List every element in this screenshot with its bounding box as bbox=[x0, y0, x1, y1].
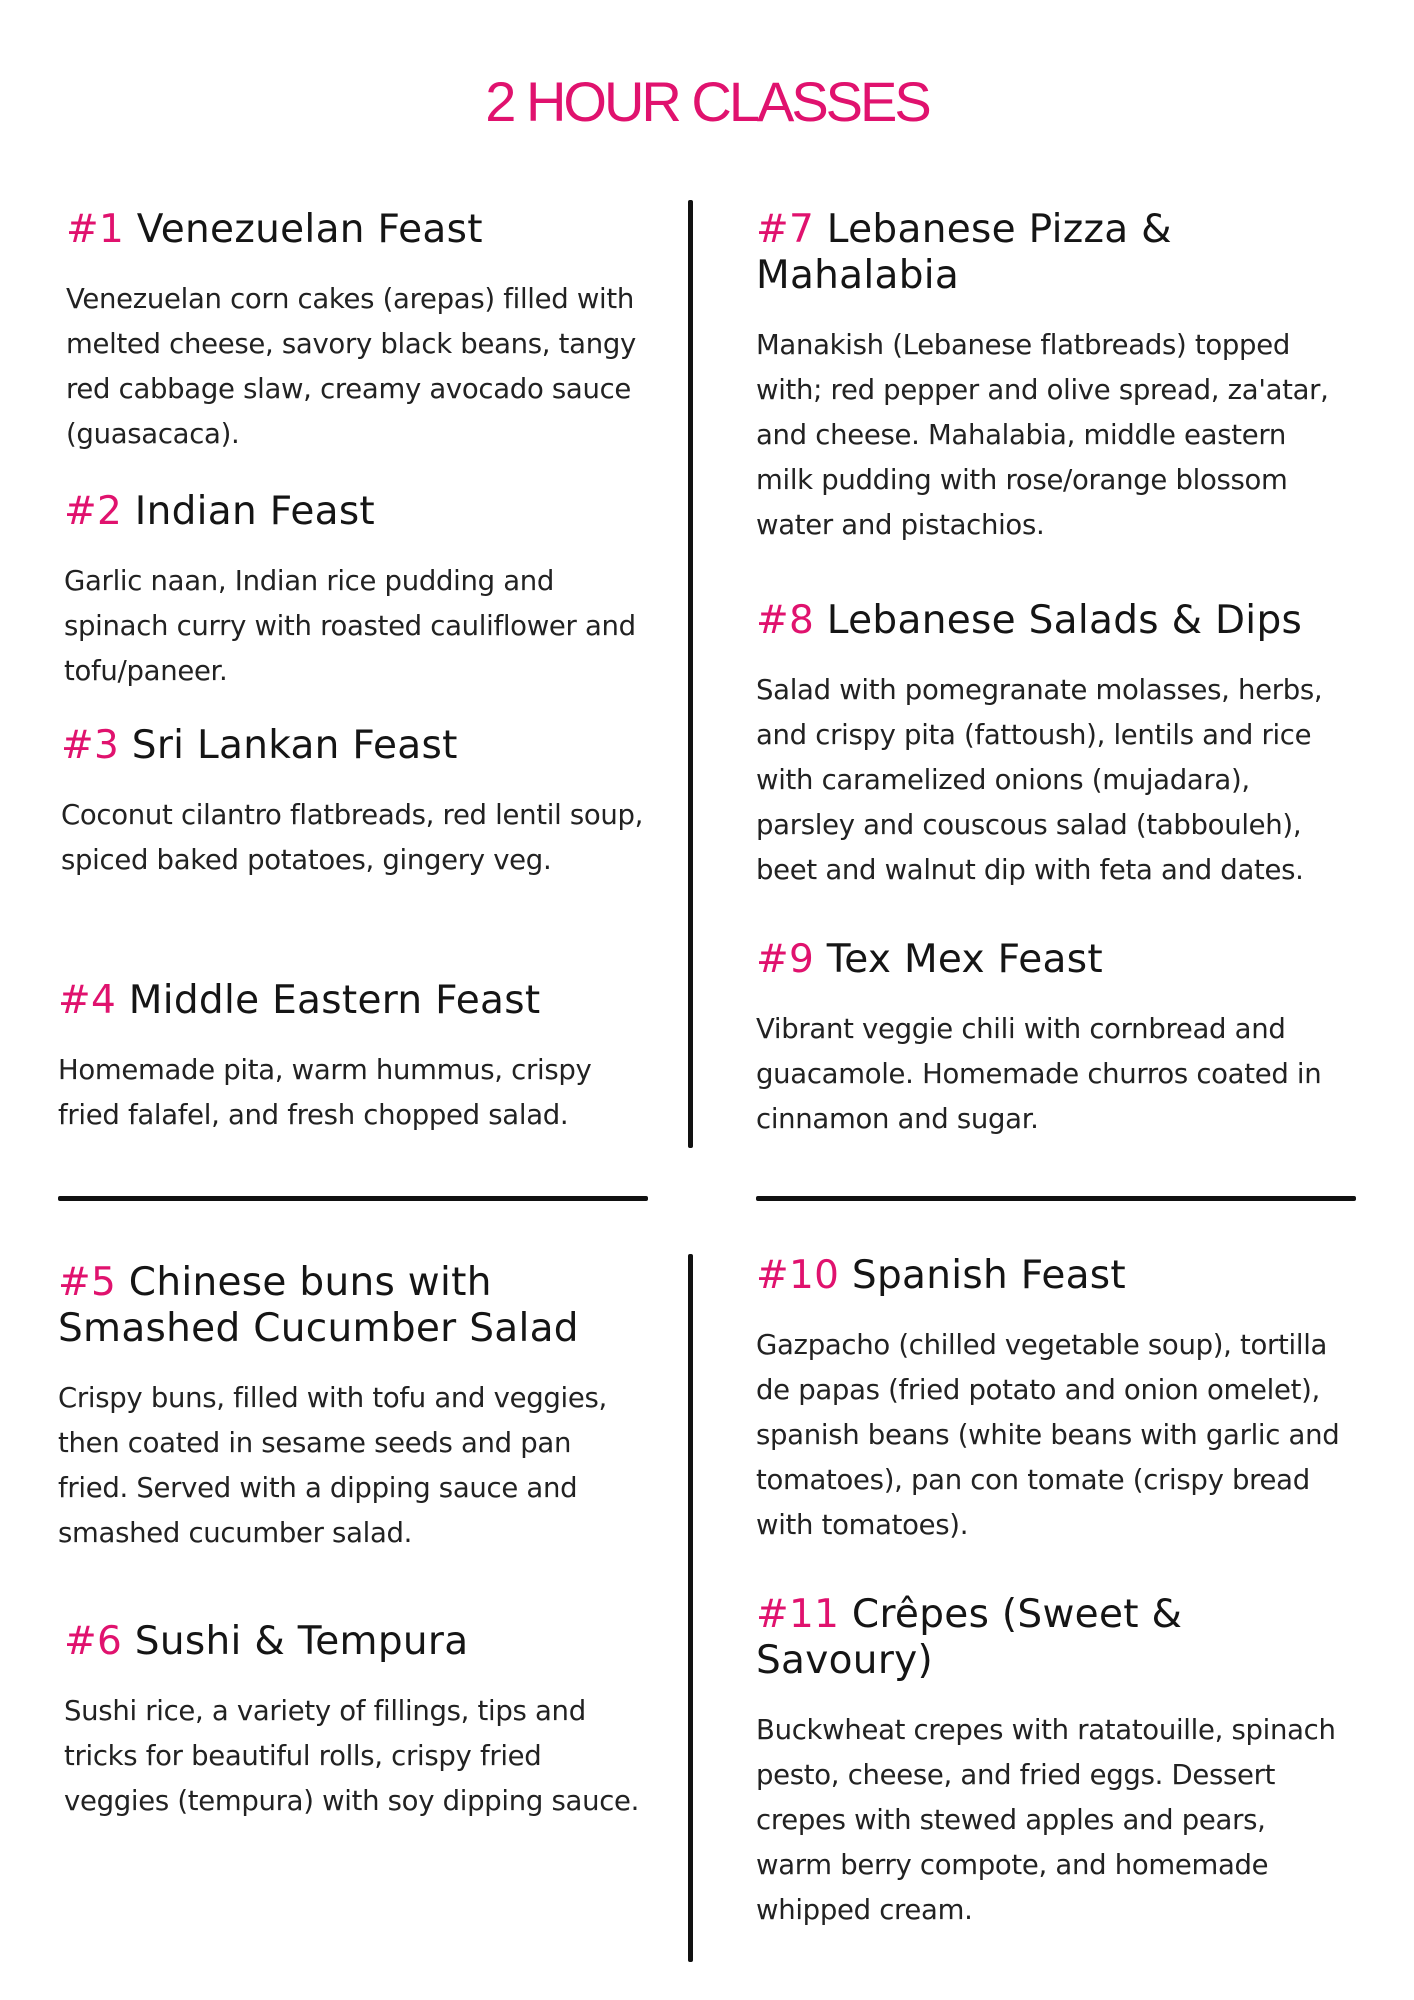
class-name: Lebanese Salads & Dips bbox=[826, 598, 1303, 643]
class-heading bbox=[756, 937, 1346, 983]
class-item-7 bbox=[756, 207, 1346, 548]
class-description: Sushi rice, a variety of fillings, tips and tricks for beautiful rolls, crispy fried veggies (tempura) with soy dipping sauce. bbox=[64, 1695, 640, 1817]
class-item-2 bbox=[64, 489, 654, 694]
class-number: #3 bbox=[61, 723, 120, 768]
class-name: Lebanese Pizza & Mahalabia bbox=[756, 207, 1172, 298]
class-heading bbox=[756, 1592, 1346, 1684]
class-heading bbox=[61, 723, 651, 769]
class-name: Middle Eastern Feast bbox=[128, 978, 541, 1023]
class-item-6 bbox=[64, 1619, 654, 1824]
class-heading bbox=[58, 978, 648, 1024]
class-description: Homemade pita, warm hummus, crispy fried falafel, and fresh chopped salad. bbox=[58, 1054, 592, 1131]
class-item-9 bbox=[756, 937, 1346, 1142]
class-heading bbox=[756, 1253, 1346, 1299]
class-number: #2 bbox=[64, 489, 123, 534]
class-item-4 bbox=[58, 978, 648, 1138]
class-description: Manakish (Lebanese flatbreads) topped with; red pepper and olive spread, za'atar, and cheese. Mahalabia, middle eastern milk pudding with rose/orange blossom water and pistachios. bbox=[756, 329, 1329, 541]
class-number: #11 bbox=[756, 1592, 840, 1637]
class-number: #5 bbox=[58, 1260, 117, 1305]
class-name: Crêpes (Sweet & Savoury) bbox=[756, 1592, 1183, 1683]
class-name: Chinese buns with Smashed Cucumber Salad bbox=[58, 1260, 579, 1351]
class-heading bbox=[58, 1260, 648, 1352]
class-number: #7 bbox=[756, 207, 815, 252]
class-item-8 bbox=[756, 598, 1346, 893]
class-heading bbox=[756, 598, 1346, 644]
class-name: Indian Feast bbox=[134, 489, 376, 534]
column-divider-bottom bbox=[688, 1254, 693, 1962]
class-number: #4 bbox=[58, 978, 117, 1023]
class-number: #10 bbox=[756, 1253, 840, 1298]
class-description: Coconut cilantro flatbreads, red lentil soup, spiced baked potatoes, gingery veg. bbox=[61, 799, 644, 876]
class-number: #1 bbox=[66, 207, 125, 252]
class-name: Sri Lankan Feast bbox=[131, 723, 458, 768]
class-description: Garlic naan, Indian rice pudding and spinach curry with roasted cauliflower and tofu/paneer. bbox=[64, 565, 636, 687]
class-number: #8 bbox=[756, 598, 815, 643]
class-item-10 bbox=[756, 1253, 1346, 1548]
class-number: #9 bbox=[756, 937, 815, 982]
class-heading bbox=[756, 207, 1346, 299]
class-name: Sushi & Tempura bbox=[134, 1619, 469, 1664]
class-item-5 bbox=[58, 1260, 648, 1556]
class-item-1 bbox=[66, 207, 656, 457]
class-description: Gazpacho (chilled vegetable soup), tortilla de papas (fried potato and onion omelet), spanish beans (white beans with garlic and tomatoes), pan con tomate (crispy bread with tomatoes). bbox=[756, 1329, 1340, 1541]
page-title: 2 HOUR CLASSES bbox=[485, 70, 929, 133]
section-divider-left bbox=[58, 1196, 648, 1201]
class-name: Spanish Feast bbox=[851, 1253, 1127, 1298]
class-number: #6 bbox=[64, 1619, 123, 1664]
column-divider-top bbox=[688, 200, 693, 1148]
class-description: Buckwheat crepes with ratatouille, spinach pesto, cheese, and fried eggs. Dessert crepes with stewed apples and pears, warm berry compote, and homemade whipped cream. bbox=[756, 1714, 1336, 1926]
class-description: Crispy buns, filled with tofu and veggies, then coated in sesame seeds and pan fried. Served with a dipping sauce and smashed cucumber salad. bbox=[58, 1382, 607, 1549]
class-description: Vibrant veggie chili with cornbread and guacamole. Homemade churros coated in cinnamon and sugar. bbox=[756, 1013, 1322, 1135]
class-description: Venezuelan corn cakes (arepas) filled with melted cheese, savory black beans, tangy red cabbage slaw, creamy avocado sauce (guasacaca). bbox=[66, 283, 636, 450]
class-name: Venezuelan Feast bbox=[136, 207, 483, 252]
class-item-11 bbox=[756, 1592, 1346, 1933]
section-divider-right bbox=[756, 1196, 1356, 1201]
class-heading bbox=[64, 489, 654, 535]
class-description: Salad with pomegranate molasses, herbs, and crispy pita (fattoush), lentils and rice with caramelized onions (mujadara), parsley and couscous salad (tabbouleh), beet and walnut dip with feta and dates. bbox=[756, 674, 1323, 886]
class-heading bbox=[66, 207, 656, 253]
class-item-3 bbox=[61, 723, 651, 883]
class-heading bbox=[64, 1619, 654, 1665]
class-name: Tex Mex Feast bbox=[826, 937, 1103, 982]
